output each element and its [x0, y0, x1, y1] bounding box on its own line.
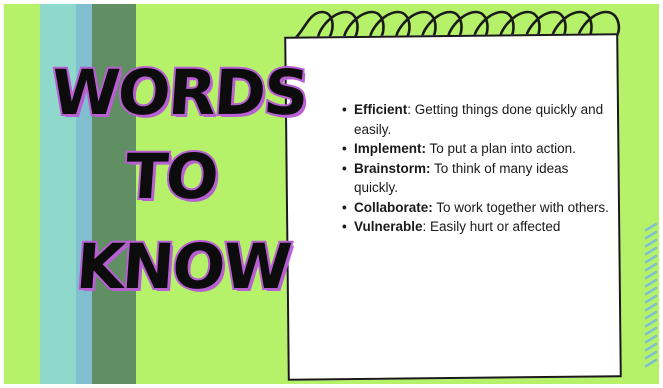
term-word: Implement: [354, 141, 427, 156]
term-definition: : Getting things done quickly and easily. [354, 102, 604, 137]
title-know: KNOW [73, 230, 293, 303]
term-word: Collaborate: [354, 199, 433, 215]
bullet-icon: • [342, 141, 347, 156]
term-word: Efficient [354, 102, 408, 117]
list-item [340, 217, 612, 237]
term-definition: To think of many ideas quickly. [354, 160, 569, 195]
vocabulary-list [340, 100, 612, 237]
title-words: WORDS [48, 56, 310, 129]
term-definition: : Easily hurt or affected [422, 219, 561, 234]
list-item [340, 139, 612, 159]
list-item [340, 100, 612, 139]
slide [4, 4, 659, 384]
bullet-icon: • [342, 199, 347, 215]
title-to: TO [122, 140, 220, 213]
list-item [340, 198, 612, 218]
dash-pattern-icon [642, 222, 659, 372]
term-definition: To work together with others. [432, 199, 609, 215]
term-word: Brainstorm: [354, 160, 431, 176]
term-word: Vulnerable [354, 219, 423, 234]
list-item [340, 159, 612, 198]
bullet-icon: • [342, 219, 347, 234]
bullet-icon: • [342, 160, 347, 176]
bullet-icon: • [342, 102, 347, 117]
term-definition: To put a plan into action. [426, 141, 576, 156]
